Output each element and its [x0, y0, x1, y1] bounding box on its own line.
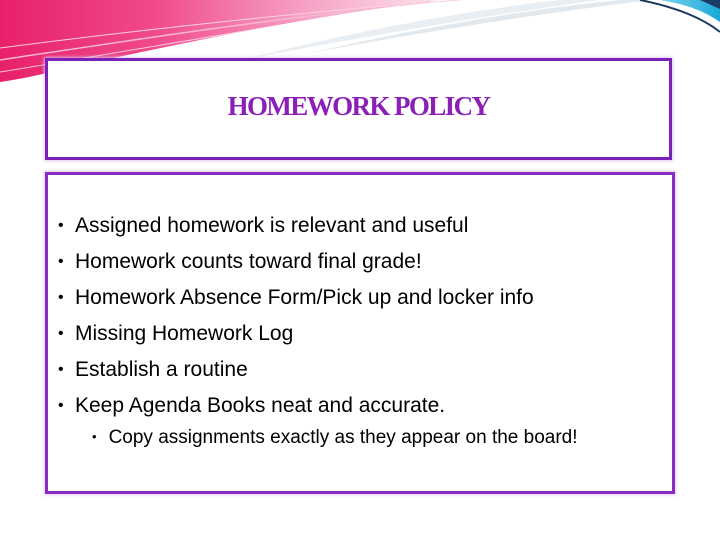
bullet-item [58, 244, 534, 280]
bullet-text: Homework Absence Form/Pick up and locker info [75, 286, 534, 309]
sub-bullet-item [92, 423, 578, 452]
bullet-item [58, 388, 534, 424]
bullet-glyph: • [58, 289, 64, 306]
bullet-item [58, 316, 534, 352]
bullet-text: Missing Homework Log [75, 322, 294, 345]
bullet-item [58, 208, 534, 244]
sub-bullet-text: Copy assignments exactly as they appear on the board! [108, 427, 578, 448]
bullet-text: Homework counts toward final grade! [75, 250, 422, 273]
bullet-item [58, 352, 534, 388]
bullet-glyph: • [58, 397, 64, 414]
bullet-glyph: • [58, 253, 64, 270]
bullet-glyph: • [58, 361, 64, 378]
bullet-text: Keep Agenda Books neat and accurate. [75, 394, 446, 417]
slide-title: HOMEWORK POLICY [227, 91, 490, 121]
bullet-item [58, 280, 534, 316]
bullet-list [58, 208, 534, 424]
title-box [45, 58, 672, 160]
bullet-glyph: • [58, 325, 64, 342]
bullet-glyph: • [58, 217, 64, 234]
bullet-text: Establish a routine [75, 358, 248, 381]
sub-bullet-glyph: • [92, 429, 97, 444]
bullet-text: Assigned homework is relevant and useful [75, 214, 469, 237]
content-box [45, 172, 675, 494]
